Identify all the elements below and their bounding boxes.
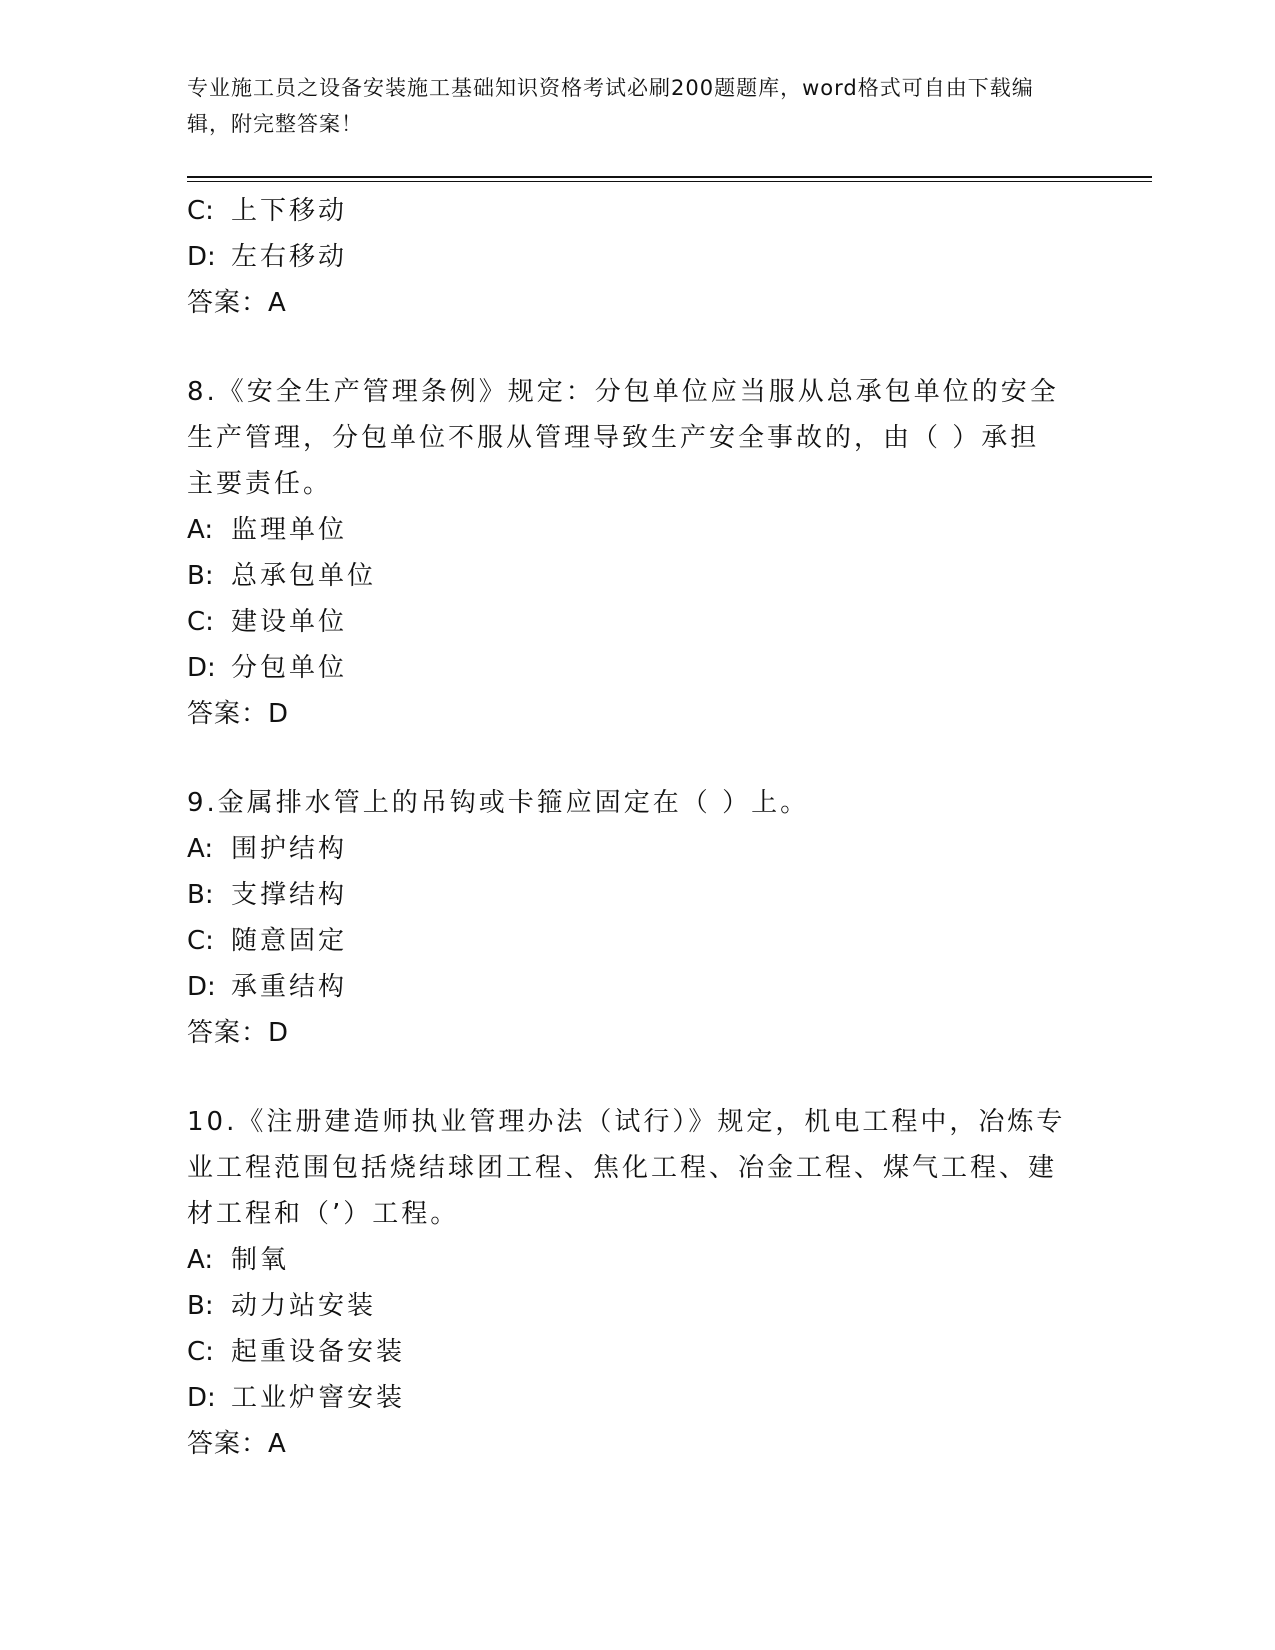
option-letter: B: (187, 561, 214, 591)
option-d (187, 1375, 1067, 1421)
option-text: 起重设备安装 (231, 1337, 406, 1367)
option-d (187, 645, 1067, 691)
partial-question-block (187, 188, 1067, 326)
question-spacer (187, 326, 1067, 369)
option-letter: D: (187, 1383, 216, 1413)
option-text: 监理单位 (231, 515, 348, 545)
question-spacer (187, 737, 1067, 780)
option-b (187, 1283, 1067, 1329)
option-letter: A: (187, 515, 214, 545)
option-text: 分包单位 (231, 653, 348, 683)
option-text: 制氧 (231, 1245, 290, 1275)
option-text: 工业炉窨安装 (231, 1383, 406, 1413)
option-text: 上下移动 (231, 196, 348, 226)
option-d (187, 964, 1067, 1010)
answer-line: 答案：D (187, 1018, 290, 1048)
option-c (187, 1329, 1067, 1375)
option-text: 随意固定 (231, 926, 348, 956)
option-letter: C: (187, 1337, 214, 1367)
question-block-8 (187, 369, 1067, 737)
option-letter: D: (187, 653, 216, 683)
answer-line: 答案：A (187, 288, 287, 318)
option-a (187, 1237, 1067, 1283)
option-b (187, 553, 1067, 599)
option-text: 建设单位 (231, 607, 348, 637)
option-letter: D: (187, 972, 216, 1002)
option-a (187, 507, 1067, 553)
option-c (187, 599, 1067, 645)
option-text: 支撑结构 (231, 880, 348, 910)
option-text: 承重结构 (231, 972, 348, 1002)
option-text: 围护结构 (231, 834, 348, 864)
option-c (187, 188, 1067, 234)
question-block-10 (187, 1099, 1067, 1467)
question-stem: 9.金属排水管上的吊钩或卡箍应固定在（ ）上。 (187, 788, 810, 818)
question-stem: 10.《注册建造师执业管理办法（试行）》规定，机电工程中，冶炼专业工程范围包括烧结球团工程、焦化工程、冶金工程、煤气工程、建材工程和（’）工程。 (187, 1107, 1066, 1229)
question-list (187, 188, 1067, 1467)
answer-line: 答案：A (187, 1429, 287, 1459)
option-text: 动力站安装 (231, 1291, 377, 1321)
question-block-9 (187, 780, 1067, 1056)
document-header: 专业施工员之设备安装施工基础知识资格考试必刷200题题库，word格式可自由下载编辑，附完整答案！ (187, 76, 1034, 136)
option-text: 总承包单位 (231, 561, 377, 591)
option-letter: C: (187, 926, 214, 956)
option-c (187, 918, 1067, 964)
option-letter: C: (187, 607, 214, 637)
option-letter: B: (187, 1291, 214, 1321)
question-spacer (187, 1056, 1067, 1099)
option-letter: D: (187, 242, 216, 272)
option-d (187, 234, 1067, 280)
answer-line: 答案：D (187, 699, 290, 729)
option-text: 左右移动 (231, 242, 348, 272)
option-letter: A: (187, 1245, 214, 1275)
header-divider-thick (187, 176, 1152, 178)
option-letter: B: (187, 880, 214, 910)
header-divider-thin (187, 181, 1152, 182)
question-stem: 8.《安全生产管理条例》规定：分包单位应当服从总承包单位的安全生产管理，分包单位不服从管理导致生产安全事故的，由（ ）承担主要责任。 (187, 377, 1059, 499)
option-letter: C: (187, 196, 214, 226)
option-letter: A: (187, 834, 214, 864)
option-a (187, 826, 1067, 872)
option-b (187, 872, 1067, 918)
